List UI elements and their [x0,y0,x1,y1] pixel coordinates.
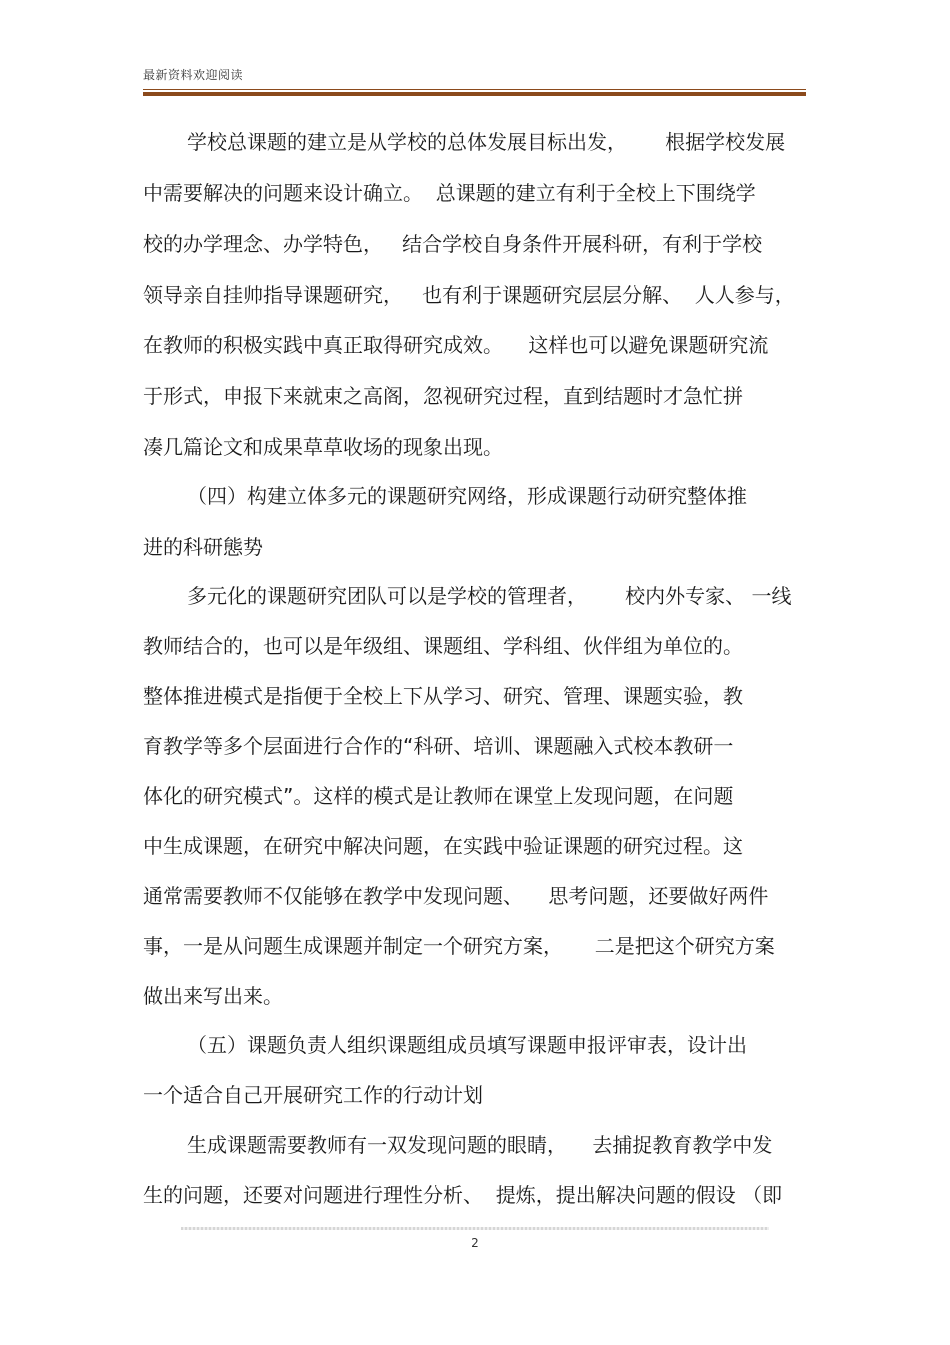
section-heading-line: 一个适合自己开展研究工作的行动计划 [143,1083,483,1107]
text-line: 在教师的积极实践中真正取得研究成效。 这样也可以避免课题研究流 [143,333,769,357]
text-line: 中需要解决的问题来设计确立。 总课题的建立有利于全校上下围绕学 [143,181,756,205]
page-number: 2 [471,1236,479,1250]
text-line: 生的问题，还要对问题进行理性分析、 提炼，提出解决问题的假设 （即 [143,1183,783,1207]
text-line: 做出来写出来。 [143,984,283,1008]
section-heading-line: 进的科研態势 [143,535,263,559]
text-line: 凑几篇论文和成果草草收场的现象出现。 [143,435,503,459]
section-heading-line: （四）构建立体多元的课题研究网络，形成课题行动研究整体推 [187,484,747,508]
text-line: 事，一是从问题生成课题并制定一个研究方案， 二是把这个研究方案 [143,934,775,958]
text-line: 生成课题需要教师有一双发现问题的眼睛， 去捕捉教育教学中发 [187,1133,773,1157]
text-line: 校的办学理念、办学特色， 结合学校自身条件开展科研，有利于学校 [143,232,763,256]
section-heading-line: （五）课题负责人组织课题组成员填写课题申报评审表，设计出 [187,1033,747,1057]
text-line: 学校总课题的建立是从学校的总体发展目标出发， 根据学校发展 [187,130,786,154]
text-line: 体化的研究模式”。这样的模式是让教师在课堂上发现问题，在问题 [143,784,734,808]
text-line: 整体推进模式是指便于全校上下从学习、研究、管理、课题实验，教 [143,684,743,708]
text-line: 通常需要教师不仅能够在教学中发现问题、 思考问题，还要做好两件 [143,884,769,908]
text-line: 领导亲自挂帅指导课题研究， 也有利于课题研究层层分解、 人人参与， [143,283,795,307]
text-line: 于形式，申报下来就束之高阁，忽视研究过程，直到结题时才急忙拼 [143,384,743,408]
text-line: 教师结合的，也可以是年级组、课题组、学科组、伙伴组为单位的。 [143,634,743,658]
text-line: 多元化的课题研究团队可以是学校的管理者， 校内外专家、 一线 [187,584,792,608]
text-line: 中生成课题，在研究中解决问题，在实践中验证课题的研究过程。这 [143,834,743,858]
header-title: 最新资料欢迎阅读 [143,68,244,82]
text-line: 育教学等多个层面进行合作的“科研、培训、课题融入式校本教研一 [143,734,734,758]
footer-divider [181,1227,769,1230]
